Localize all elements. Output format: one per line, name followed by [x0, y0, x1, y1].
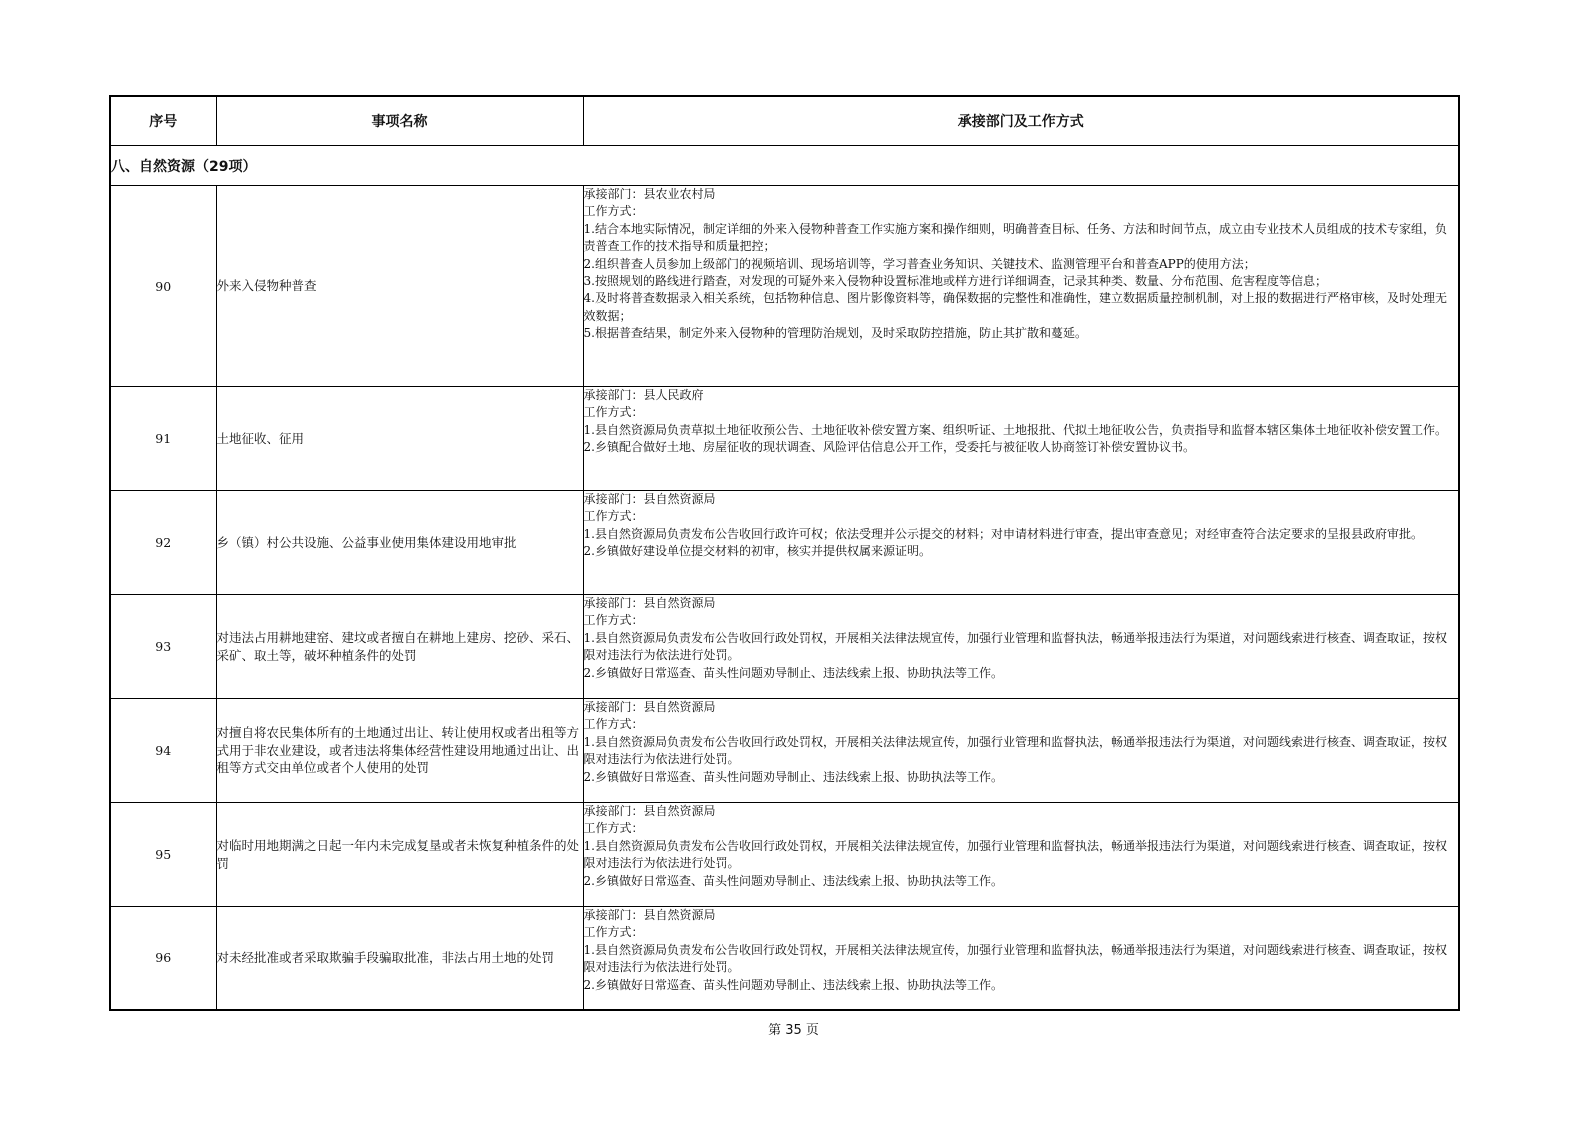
row-name: 对违法占用耕地建窑、建坟或者擅自在耕地上建房、挖砂、采石、采矿、取土等，破坏种植条件的处罚	[216, 595, 583, 699]
method-line: 承接部门：县自然资源局	[583, 908, 716, 922]
section-title: 八、自然资源（29项）	[110, 146, 1459, 186]
table-row	[110, 186, 1459, 387]
method-line: 3.按照规划的路线进行踏查，对发现的可疑外来入侵物种设置标准地或样方进行详细调查，记录其种类、数量、分布范围、危害程度等信息；	[583, 274, 1327, 289]
table-row	[110, 803, 1459, 907]
row-method	[583, 699, 1459, 803]
method-line: 2.乡镇做好日常巡查、苗头性问题劝导制止、违法线索上报、协助执法等工作。	[583, 769, 1003, 784]
header-number: 序号	[110, 96, 216, 146]
row-method	[583, 387, 1459, 491]
row-method	[583, 491, 1459, 595]
table-row	[110, 699, 1459, 803]
method-line: 承接部门：县农业农村局	[583, 187, 716, 201]
method-line: 1.县自然资源局负责发布公告收回行政处罚权，开展相关法律法规宣传，加强行业管理和监督执法，畅通举报违法行为渠道，对问题线索进行核查、调查取证，按权限对违法行为依法进行处罚。	[583, 838, 1447, 871]
method-line: 1.县自然资源局负责发布公告收回行政处罚权，开展相关法律法规宣传，加强行业管理和监督执法，畅通举报违法行为渠道，对问题线索进行核查、调查取证，按权限对违法行为依法进行处罚。	[583, 942, 1447, 975]
header-row	[110, 96, 1459, 146]
table-row	[110, 595, 1459, 699]
method-line: 2.组织普查人员参加上级部门的视频培训、现场培训等，学习普查业务知识、关键技术、监测管理平台和普查APP的使用方法；	[583, 256, 1256, 271]
method-line: 1.结合本地实际情况，制定详细的外来入侵物种普查工作实施方案和操作细则，明确普查目标、任务、方法和时间节点，成立由专业技术人员组成的技术专家组，负责普查工作的技术指导和质量把控；	[583, 221, 1447, 254]
header-method: 承接部门及工作方式	[583, 96, 1459, 146]
row-number: 91	[110, 387, 216, 491]
row-number: 93	[110, 595, 216, 699]
method-line: 1.县自然资源局负责发布公告收回行政许可权；依法受理并公示提交的材料；对申请材料进行审查，提出审查意见；对经审查符合法定要求的呈报县政府审批。	[583, 526, 1423, 541]
method-line: 5.根据普查结果，制定外来入侵物种的管理防治规划，及时采取防控措施，防止其扩散和蔓延。	[583, 326, 1087, 341]
row-name: 土地征收、征用	[216, 387, 583, 491]
method-line: 1.县自然资源局负责草拟土地征收预公告、土地征收补偿安置方案、组织听证、土地报批、代拟土地征收公告，负责指导和监督本辖区集体土地征收补偿安置工作。	[583, 422, 1447, 437]
method-line: 承接部门：县人民政府	[583, 388, 704, 402]
method-line: 4.及时将普查数据录入相关系统，包括物种信息、图片影像资料等，确保数据的完整性和准确性，建立数据质量控制机制，对上报的数据进行严格审核，及时处理无效数据；	[583, 291, 1447, 323]
table-row	[110, 491, 1459, 595]
table-row	[110, 387, 1459, 491]
method-line: 工作方式：	[583, 405, 644, 420]
row-number: 96	[110, 907, 216, 1010]
method-line: 2.乡镇配合做好土地、房屋征收的现状调查、风险评估信息公开工作，受委托与被征收人协商签订补偿安置协议书。	[583, 440, 1195, 455]
method-line: 工作方式：	[583, 204, 644, 219]
section-row	[110, 146, 1459, 186]
method-line: 工作方式：	[583, 509, 644, 524]
method-line: 2.乡镇做好日常巡查、苗头性问题劝导制止、违法线索上报、协助执法等工作。	[583, 873, 1003, 888]
row-name: 对未经批准或者采取欺骗手段骗取批准，非法占用土地的处罚	[216, 907, 583, 1010]
row-number: 94	[110, 699, 216, 803]
row-number: 95	[110, 803, 216, 907]
method-line: 承接部门：县自然资源局	[583, 492, 716, 506]
method-line: 工作方式：	[583, 717, 644, 732]
method-line: 1.县自然资源局负责发布公告收回行政处罚权，开展相关法律法规宣传，加强行业管理和监督执法，畅通举报违法行为渠道，对问题线索进行核查、调查取证，按权限对违法行为依法进行处罚。	[583, 734, 1447, 767]
row-method	[583, 803, 1459, 907]
row-name: 对临时用地期满之日起一年内未完成复垦或者未恢复种植条件的处罚	[216, 803, 583, 907]
method-line: 承接部门：县自然资源局	[583, 700, 716, 714]
method-line: 工作方式：	[583, 821, 644, 836]
method-line: 2.乡镇做好日常巡查、苗头性问题劝导制止、违法线索上报、协助执法等工作。	[583, 665, 1003, 680]
method-line: 工作方式：	[583, 613, 644, 628]
row-method	[583, 907, 1459, 1010]
row-number: 90	[110, 186, 216, 387]
row-name: 外来入侵物种普查	[216, 186, 583, 387]
method-line: 1.县自然资源局负责发布公告收回行政处罚权，开展相关法律法规宣传，加强行业管理和监督执法，畅通举报违法行为渠道，对问题线索进行核查、调查取证，按权限对违法行为依法进行处罚。	[583, 630, 1447, 663]
page-number: 第 35 页	[768, 1023, 819, 1038]
method-line: 2.乡镇做好建设单位提交材料的初审，核实并提供权属来源证明。	[583, 544, 931, 559]
row-name: 乡（镇）村公共设施、公益事业使用集体建设用地审批	[216, 491, 583, 595]
method-line: 工作方式：	[583, 925, 644, 940]
method-line: 承接部门：县自然资源局	[583, 596, 716, 610]
row-name: 对擅自将农民集体所有的土地通过出让、转让使用权或者出租等方式用于非农业建设，或者违法将集体经营性建设用地通过出让、出租等方式交由单位或者个人使用的处罚	[216, 699, 583, 803]
method-line: 2.乡镇做好日常巡查、苗头性问题劝导制止、违法线索上报、协助执法等工作。	[583, 977, 1003, 992]
row-method	[583, 595, 1459, 699]
table-row	[110, 907, 1459, 1010]
row-method	[583, 186, 1459, 387]
row-number: 92	[110, 491, 216, 595]
matters-table	[109, 95, 1460, 1011]
method-line: 承接部门：县自然资源局	[583, 804, 716, 818]
header-name: 事项名称	[216, 96, 583, 146]
